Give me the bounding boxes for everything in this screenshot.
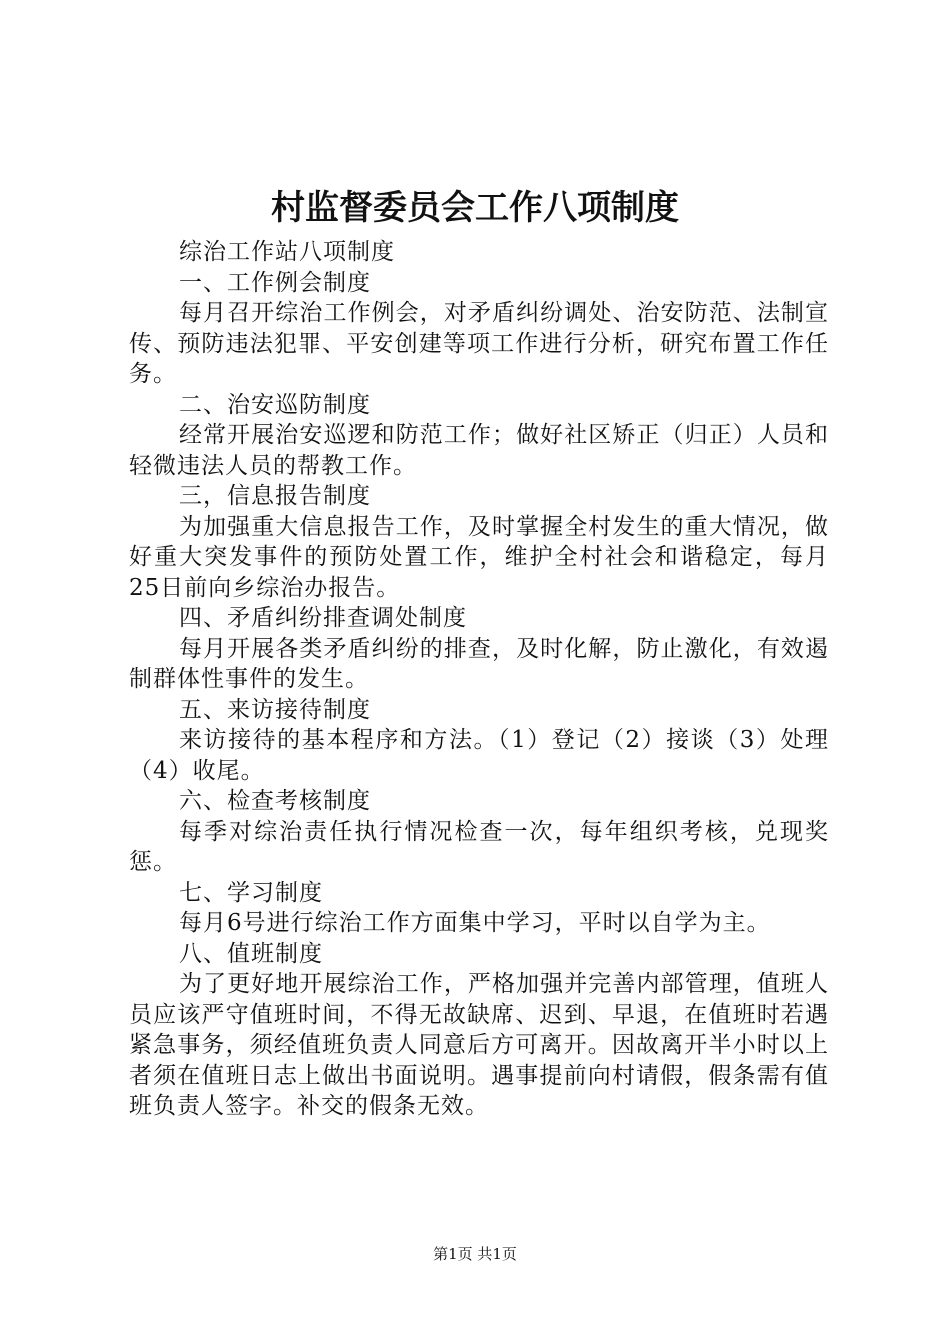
document-title: 村监督委员会工作八项制度 (271, 188, 679, 228)
document-body (129, 237, 829, 1122)
section-text-3: 为加强重大信息报告工作，及时掌握全村发生的重大情况，做好重大突发事件的预防处置工作，维护全村社会和谐稳定，每月25日前向乡综治办报告。 (129, 513, 829, 601)
document-subtitle: 综治工作站八项制度 (179, 239, 395, 265)
section-text-2: 经常开展治安巡逻和防范工作；做好社区矫正（归正）人员和轻微违法人员的帮教工作。 (129, 422, 829, 479)
section-text-1: 每月召开综治工作例会，对矛盾纠纷调处、治安防范、法制宣传、预防违法犯罪、平安创建等项工作进行分析，研究布置工作任务。 (129, 300, 829, 387)
section-heading-1: 一、工作例会制度 (179, 269, 371, 296)
section-heading-8: 八、值班制度 (179, 940, 323, 967)
section-text-4: 每月开展各类矛盾纠纷的排查，及时化解，防止激化，有效遏制群体性事件的发生。 (129, 635, 829, 692)
page-footer: 第1页 共1页 (433, 1245, 517, 1263)
section-heading-6: 六、检查考核制度 (179, 788, 371, 814)
section-heading-4: 四、矛盾纠纷排查调处制度 (179, 605, 467, 631)
section-heading-2: 二、治安巡防制度 (179, 391, 371, 418)
section-text-6: 每季对综治责任执行情况检查一次，每年组织考核，兑现奖惩。 (129, 818, 829, 875)
section-text-8: 为了更好地开展综治工作，严格加强并完善内部管理，值班人员应该严守值班时间，不得无故缺席、迟到、早退，在值班时若遇紧急事务，须经值班负责人同意后方可离开。因故离开半小时以上者须在值班日志上做出书面说明。遇事提前向村请假，假条需有值班负责人签字。补交的假条无效。 (129, 971, 829, 1119)
section-heading-7: 七、学习制度 (179, 879, 323, 906)
section-heading-5: 五、来访接待制度 (179, 696, 371, 723)
section-heading-3: 三，信息报告制度 (179, 483, 371, 509)
section-text-7: 每月6号进行综治工作方面集中学习，平时以自学为主。 (179, 910, 771, 936)
section-text-5: 来访接待的基本程序和方法。（1）登记（2）接谈（3）处理（4）收尾。 (129, 727, 829, 784)
